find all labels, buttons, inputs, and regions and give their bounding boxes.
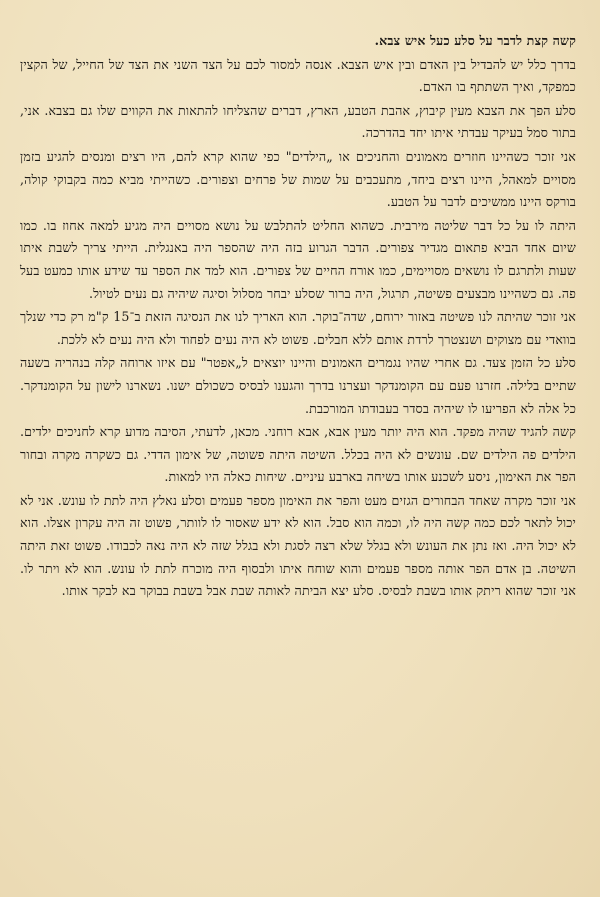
paragraph-5: היתה לו על כל דבר שליטה מירבית. כשהוא החליט להתלבש על נושא מסויים היה מגיע למאה אחוז בו. כמו שיום אחד הביא פתאום מגדיר צפורים. הדבר הגרוע בזה היה שהספר היה באנגלית. הייתי צריך לשבת איתו שעות ולתרגם לו נושאים מסויימים, כמו אורח החיים של צפורים. הוא למד את הספר עד שידע אותו כמעט בעל פה. גם כשהיינו מבצעים פשיטה, תרגול, היה ברור שסלע יבחר מסלול וסיגה שיהיה גם נעים לטיול. xyxy=(20,217,576,301)
paragraph-3: סלע הפך את הצבא מעין קיבוץ, אהבת הטבע, הארץ, דברים שהצליחו להתאות את הקווים שלו גם בצבא. אני, בתור סמל בעיקר עבדתי איתו יחד בהדרכה. xyxy=(20,102,576,141)
paragraph-7: סלע כל הזמן צעד. גם אחרי שהיו נגמרים האמונים והיינו יוצאים ל„אפטר" עם איזו ארוחה קלה בנהריה בשעה שתיים בלילה. חזרנו פעם עם הקומנדקר ועצרנו בדרך והגענו לבסיס כשכולם ישנו. נשארנו לישון על הקומנדקר. כל אלה לא הפריעו לו שיהיה בסדר בעבודתו המורכבת. xyxy=(20,355,576,416)
paragraph-2: בדרך כלל יש להבדיל בין האדם ובין איש הצבא. אנסה למסור לכם על הצד השני את הצד של החייל, של הקצין כמפקד, ואיך השתתף בו האדם. xyxy=(20,56,576,95)
paragraph-4: אני זוכר כשהיינו חוזרים מאמונים והחניכים או „הילדים" כפי שהוא קרא להם, היו רצים ומנסים להגיע בזמן מסויים למאהל, היינו רצים ביחד, מתעכבים על שמות של פרחים וצפורים. כשהייתי מביא כמה בקבוקי קולה, בורקס היינו ממשיכים לדבר על הטבע. xyxy=(20,148,576,210)
paragraph-6: אני זוכר שהיתה לנו פשיטה באזור ירוחם, שדה־בוקר. הוא האריך לנו את הנסיגה הזאת ב־15 ק"מ רק כדי שנלך בוואדי עם מצוקים ושנצטרך לרדת אותם ללא חבלים. פשוט לא היה נעים לפחוד ולא היה נעים לא ללכת. xyxy=(20,309,576,347)
paragraph-8: קשה להגיד שהיה מפקד. הוא היה יותר מעין אבא, אבא רוחני. מכאן, לדעתי, הסיבה מדוע קרא לחניכים ילדים. הילדים פה הילדים שם. עונשים לא היה בכלל. השיטה היתה פשוטה, של אימון הדדי. גם כשקרה מקרה ובחור הפר את האימון, ניסע לשכנע אותו בשיחה בארבע עיניים. שיחות כאלה היו למאות. xyxy=(20,424,576,485)
paragraph-9: אני זוכר מקרה שאחד הבחורים הגזים מעט והפר את האימון מספר פעמים וסלע נאלץ היה לתת לו עונש. אני לא יכול לתאר לכם כמה קשה היה לו, וכמה הוא סבל. הוא לא ידע שאסור לו לוותר, פשוט זה היה עקרון אצלו. הוא לא יכול היה. ואז נתן את העונש ולא בגלל שלא רצה לסגת ולא בגלל שזה לא היה נאה לכבודו. פשוט זאת היתה השיטה. בן אדם הפר אותה מספר פעמים והוא שוחח איתו ולבסוף היה מוכרח לתת לו עונש. הוא לא ויתר לו. אני זוכר שהוא ריתק אותו בשבת לבסיס. סלע יצא הביתה לאותה שבת אבל בשבת בבוקר בא לבקר אותו. xyxy=(20,492,576,599)
paragraph-1: קשה קצת לדבר על סלע כעל איש צבא. xyxy=(374,33,576,48)
document-body xyxy=(20,30,576,603)
